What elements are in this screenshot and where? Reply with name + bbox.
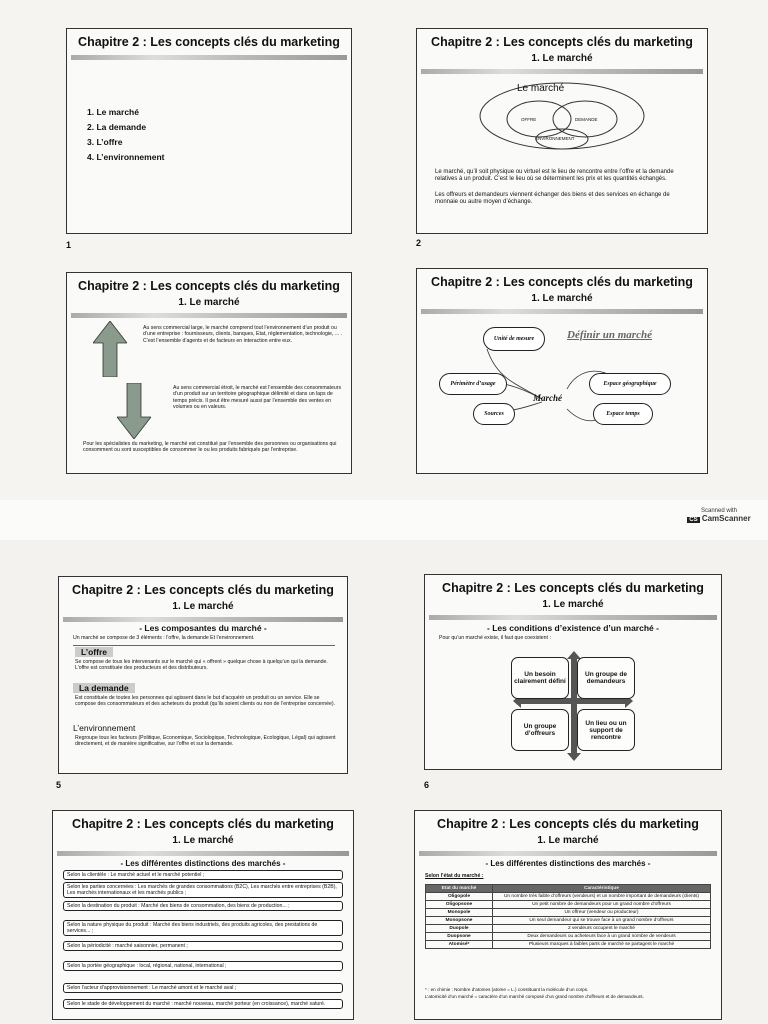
slide-subtitle: 1. Le marché	[172, 835, 234, 846]
slide-title: Chapitre 2 : Les concepts clés du marketing	[78, 279, 340, 293]
sens-etroit-text: Au sens commercial étroit, le marché est l’ensemble des consommateurs d’un produit sur un territoire géographique délimité et dans un laps de temps précis. Il peut être mesuré aussi par l’ensemble des ventes en volumes ou en valeurs.	[173, 385, 342, 411]
slide-band	[57, 851, 349, 856]
market-exchange-text: Les offreurs et demandeurs viennent échanger des biens et des services en échange de monnaie ou autre moyen d’échange.	[435, 192, 670, 206]
distinction-row: Selon la périodicité : marché saisonnier, permanent ;	[63, 941, 343, 951]
table-cell: Plusieurs marques à faibles parts de marché se partagent le marché	[493, 941, 711, 949]
slide-title: Chapitre 2 : Les concepts clés du marketing	[437, 817, 699, 831]
distinction-row: Selon les parties concernées : Les marchés de grandes consommations (B2C), Les marchés entre entreprises (B2B), Les marchés internationaux et les marchés publics ;	[63, 882, 343, 898]
slide-subtitle: 1. Le marché	[531, 53, 593, 64]
venn-outer-label: Le marché	[517, 83, 565, 94]
table-cell: Un petit nombre de demandeurs pour un grand nombre d’offreurs	[493, 901, 711, 909]
list-item: 4. L’environnement	[87, 152, 165, 162]
table-cell: Un seul demandeur qui se trouve face à un grand nombre d’offreurs	[493, 917, 711, 925]
slide-band	[429, 615, 717, 620]
environnement-heading: L’environnement	[73, 723, 136, 733]
table-row	[426, 933, 711, 941]
table-row	[426, 901, 711, 909]
table-cell: Oligopole	[426, 893, 493, 901]
table-cell: Duopsone	[426, 933, 493, 941]
slide-number: 2	[416, 238, 422, 248]
venn-demande-label: DEMANDE	[575, 117, 598, 122]
slide-number: 6	[424, 780, 430, 790]
node-unite-mesure: Unité de mesure	[483, 327, 545, 351]
table-row	[426, 909, 711, 917]
table-cell: Deux demandeurs ou acheteurs face à un grand nombre de vendeurs	[493, 933, 711, 941]
slide-8	[414, 810, 722, 1020]
camscanner-logo: Scanned with CS CamScanner	[682, 508, 756, 532]
offre-text: Se compose de tous les intervenants sur le marché qui « offrent » quelque chose à quelqu’un qui la demande. L’offre est constituée des producteurs et des distributeurs.	[75, 659, 328, 672]
condition-besoin: Un besoin clairement défini	[511, 657, 569, 699]
demande-heading: La demande	[73, 683, 135, 693]
slide-subtitle: 1. Le marché	[531, 293, 593, 304]
atomise-note: * : en chimie : Nombre d’atomes (atome = L.) constituant la molécule d’un corps.	[425, 987, 589, 992]
conditions-intro: Pour qu’un marché existe, il faut que coexistent :	[439, 635, 551, 641]
node-perimetre-usage: Périmètre d’usage	[439, 373, 507, 395]
table-header: Etat du marché	[426, 885, 493, 893]
slide-1	[66, 28, 352, 234]
slide-band	[71, 313, 347, 318]
node-marche-center: Marché	[533, 393, 562, 403]
definir-marche-heading: Définir un marché	[567, 329, 652, 341]
composantes-heading: - Les composantes du marché -	[139, 623, 267, 633]
condition-demandeurs: Un groupe de demandeurs	[577, 657, 635, 699]
slide-list	[87, 105, 164, 165]
table-cell: 2 vendeurs occupent le marché	[493, 925, 711, 933]
venn-environment-label: ENVIRONNEMENT	[535, 136, 575, 141]
slide-title: Chapitre 2 : Les concepts clés du marketing	[78, 35, 340, 49]
venn-offre-label: OFFRE	[521, 117, 537, 122]
slide-number: 5	[56, 780, 62, 790]
distinction-row: Selon l’acteur d’approvisionnement : Le marché amont et le marché aval ;	[63, 983, 343, 993]
market-mind-map-links	[417, 269, 708, 474]
specialistes-text: Pour les spécialistes du marketing, le marché est constitué par l’ensemble des personnes ou organisations qui consomment ou sont susceptibles de consommer le ou les produits fabriqués par l’entreprise.	[83, 441, 337, 454]
distinctions-heading: - Les différentes distinctions des marchés -	[120, 859, 286, 868]
list-item: 2. La demande	[87, 122, 147, 132]
slide-title: Chapitre 2 : Les concepts clés du marketing	[431, 275, 693, 289]
table-header: Caractéristique	[493, 885, 711, 893]
table-cell: Monopsone	[426, 917, 493, 925]
list-item: 3. L’offre	[87, 137, 123, 147]
table-row	[426, 941, 711, 949]
slide-3	[66, 272, 352, 474]
composantes-intro: Un marché se compose de 3 éléments : l’offre, la demande Et l’environnement.	[73, 635, 255, 641]
slide-number: 1	[66, 240, 72, 250]
distinction-row: Selon le stade de développement du marché : marché nouveau, marché porteur (en croissance), marché saturé.	[63, 999, 343, 1009]
market-state-table	[425, 884, 711, 949]
slide-band	[71, 55, 347, 60]
slide-2	[416, 28, 708, 234]
distinctions-heading: - Les différentes distinctions des marchés -	[485, 859, 651, 868]
node-sources: Sources	[473, 403, 515, 425]
sens-large-text: Au sens commercial large, le marché comprend tout l’environnement d’un produit ou d’une entreprise : fournisseurs, clients, banques, Etat, réglementation, technologie, ... . C’est l’ensemble d’agents et de facteurs en interaction entre eux.	[143, 325, 342, 344]
page-gap	[0, 500, 768, 540]
slide-6	[424, 574, 722, 770]
table-cell: Monopole	[426, 909, 493, 917]
slide-band	[421, 69, 703, 74]
slide-5	[58, 576, 348, 774]
slide-subtitle: 1. Le marché	[178, 297, 240, 308]
node-espace-temps: Espace temps	[593, 403, 653, 425]
slide-title: Chapitre 2 : Les concepts clés du marketing	[72, 817, 334, 831]
scanner-line-2: CamScanner	[701, 514, 751, 523]
distinction-row: Selon la destination du produit : Marché des biens de consommation, des biens de production... ;	[63, 901, 343, 911]
table-cell: Un nombre très faible d’offreurs (vendeurs) et un nombre important de demandeurs (clients)	[493, 893, 711, 901]
demande-text: Est constituée de toutes les personnes qui agissent dans le but d’acquérir un produit ou un service. Elle se compose des consommateurs et des acheteurs du produit (qu’ils soient clients ou non de l’entreprise concernée).	[75, 695, 336, 708]
slide-title: Chapitre 2 : Les concepts clés du marketing	[442, 581, 704, 595]
selon-etat-label: Selon l’état du marché :	[425, 873, 484, 879]
distinction-row: Selon la clientèle : Le marché actuel et le marché potentiel ;	[63, 870, 343, 880]
slide-subtitle: 1. Le marché	[537, 835, 599, 846]
slide-title: Chapitre 2 : Les concepts clés du marketing	[431, 35, 693, 49]
market-definition-text: Le marché, qu’il soit physique ou virtuel est le lieu de rencontre entre l’offre et la demande relatives à un produit. C’est le lieu où se déterminent les prix et les quantités échangés.	[435, 169, 674, 183]
slide-4	[416, 268, 708, 474]
table-cell: Oligopsone	[426, 901, 493, 909]
slide-title: Chapitre 2 : Les concepts clés du marketing	[72, 583, 334, 597]
slide-7	[52, 810, 354, 1020]
condition-lieu: Un lieu ou un support de rencontre	[577, 709, 635, 751]
conditions-heading: - Les conditions d’existence d’un marché -	[487, 623, 659, 633]
slide-subtitle: 1. Le marché	[542, 599, 604, 610]
slide-band	[419, 851, 717, 856]
slide-subtitle: 1. Le marché	[172, 601, 234, 612]
table-cell: Un offreur (vendeur ou producteur)	[493, 909, 711, 917]
table-cell: Atomisé*	[426, 941, 493, 949]
environnement-text: Regroupe tous les facteurs (Politique, Economique, Sociologique, Technologique, Ecologique, Légal) qui agissent directement, et de manière significative, sur l’offre et sur la demande.	[75, 735, 336, 748]
offre-heading: L’offre	[75, 647, 113, 657]
arrow-up-icon	[93, 321, 127, 377]
distinction-row: Selon la portée géographique : local, régional, national, international ;	[63, 961, 343, 971]
scanner-line-1: Scanned with	[700, 508, 738, 514]
slide-band	[63, 617, 343, 622]
distinction-row: Selon la nature physique du produit : Marché des biens industriels, des produits agricoles, des prestations de services... ;	[63, 920, 343, 936]
table-row	[426, 917, 711, 925]
atomicite-note: L’atomicité d’un marché = caractère d’un marché composé d’un grand nombre d’offreurs et de demandeurs.	[425, 994, 644, 999]
node-espace-geographique: Espace géographique	[589, 373, 671, 395]
list-item: 1. Le marché	[87, 107, 139, 117]
arrow-down-icon	[117, 383, 151, 439]
table-row	[426, 925, 711, 933]
table-row	[426, 893, 711, 901]
condition-offreurs: Un groupe d’offreurs	[511, 709, 569, 751]
table-cell: Duopole	[426, 925, 493, 933]
